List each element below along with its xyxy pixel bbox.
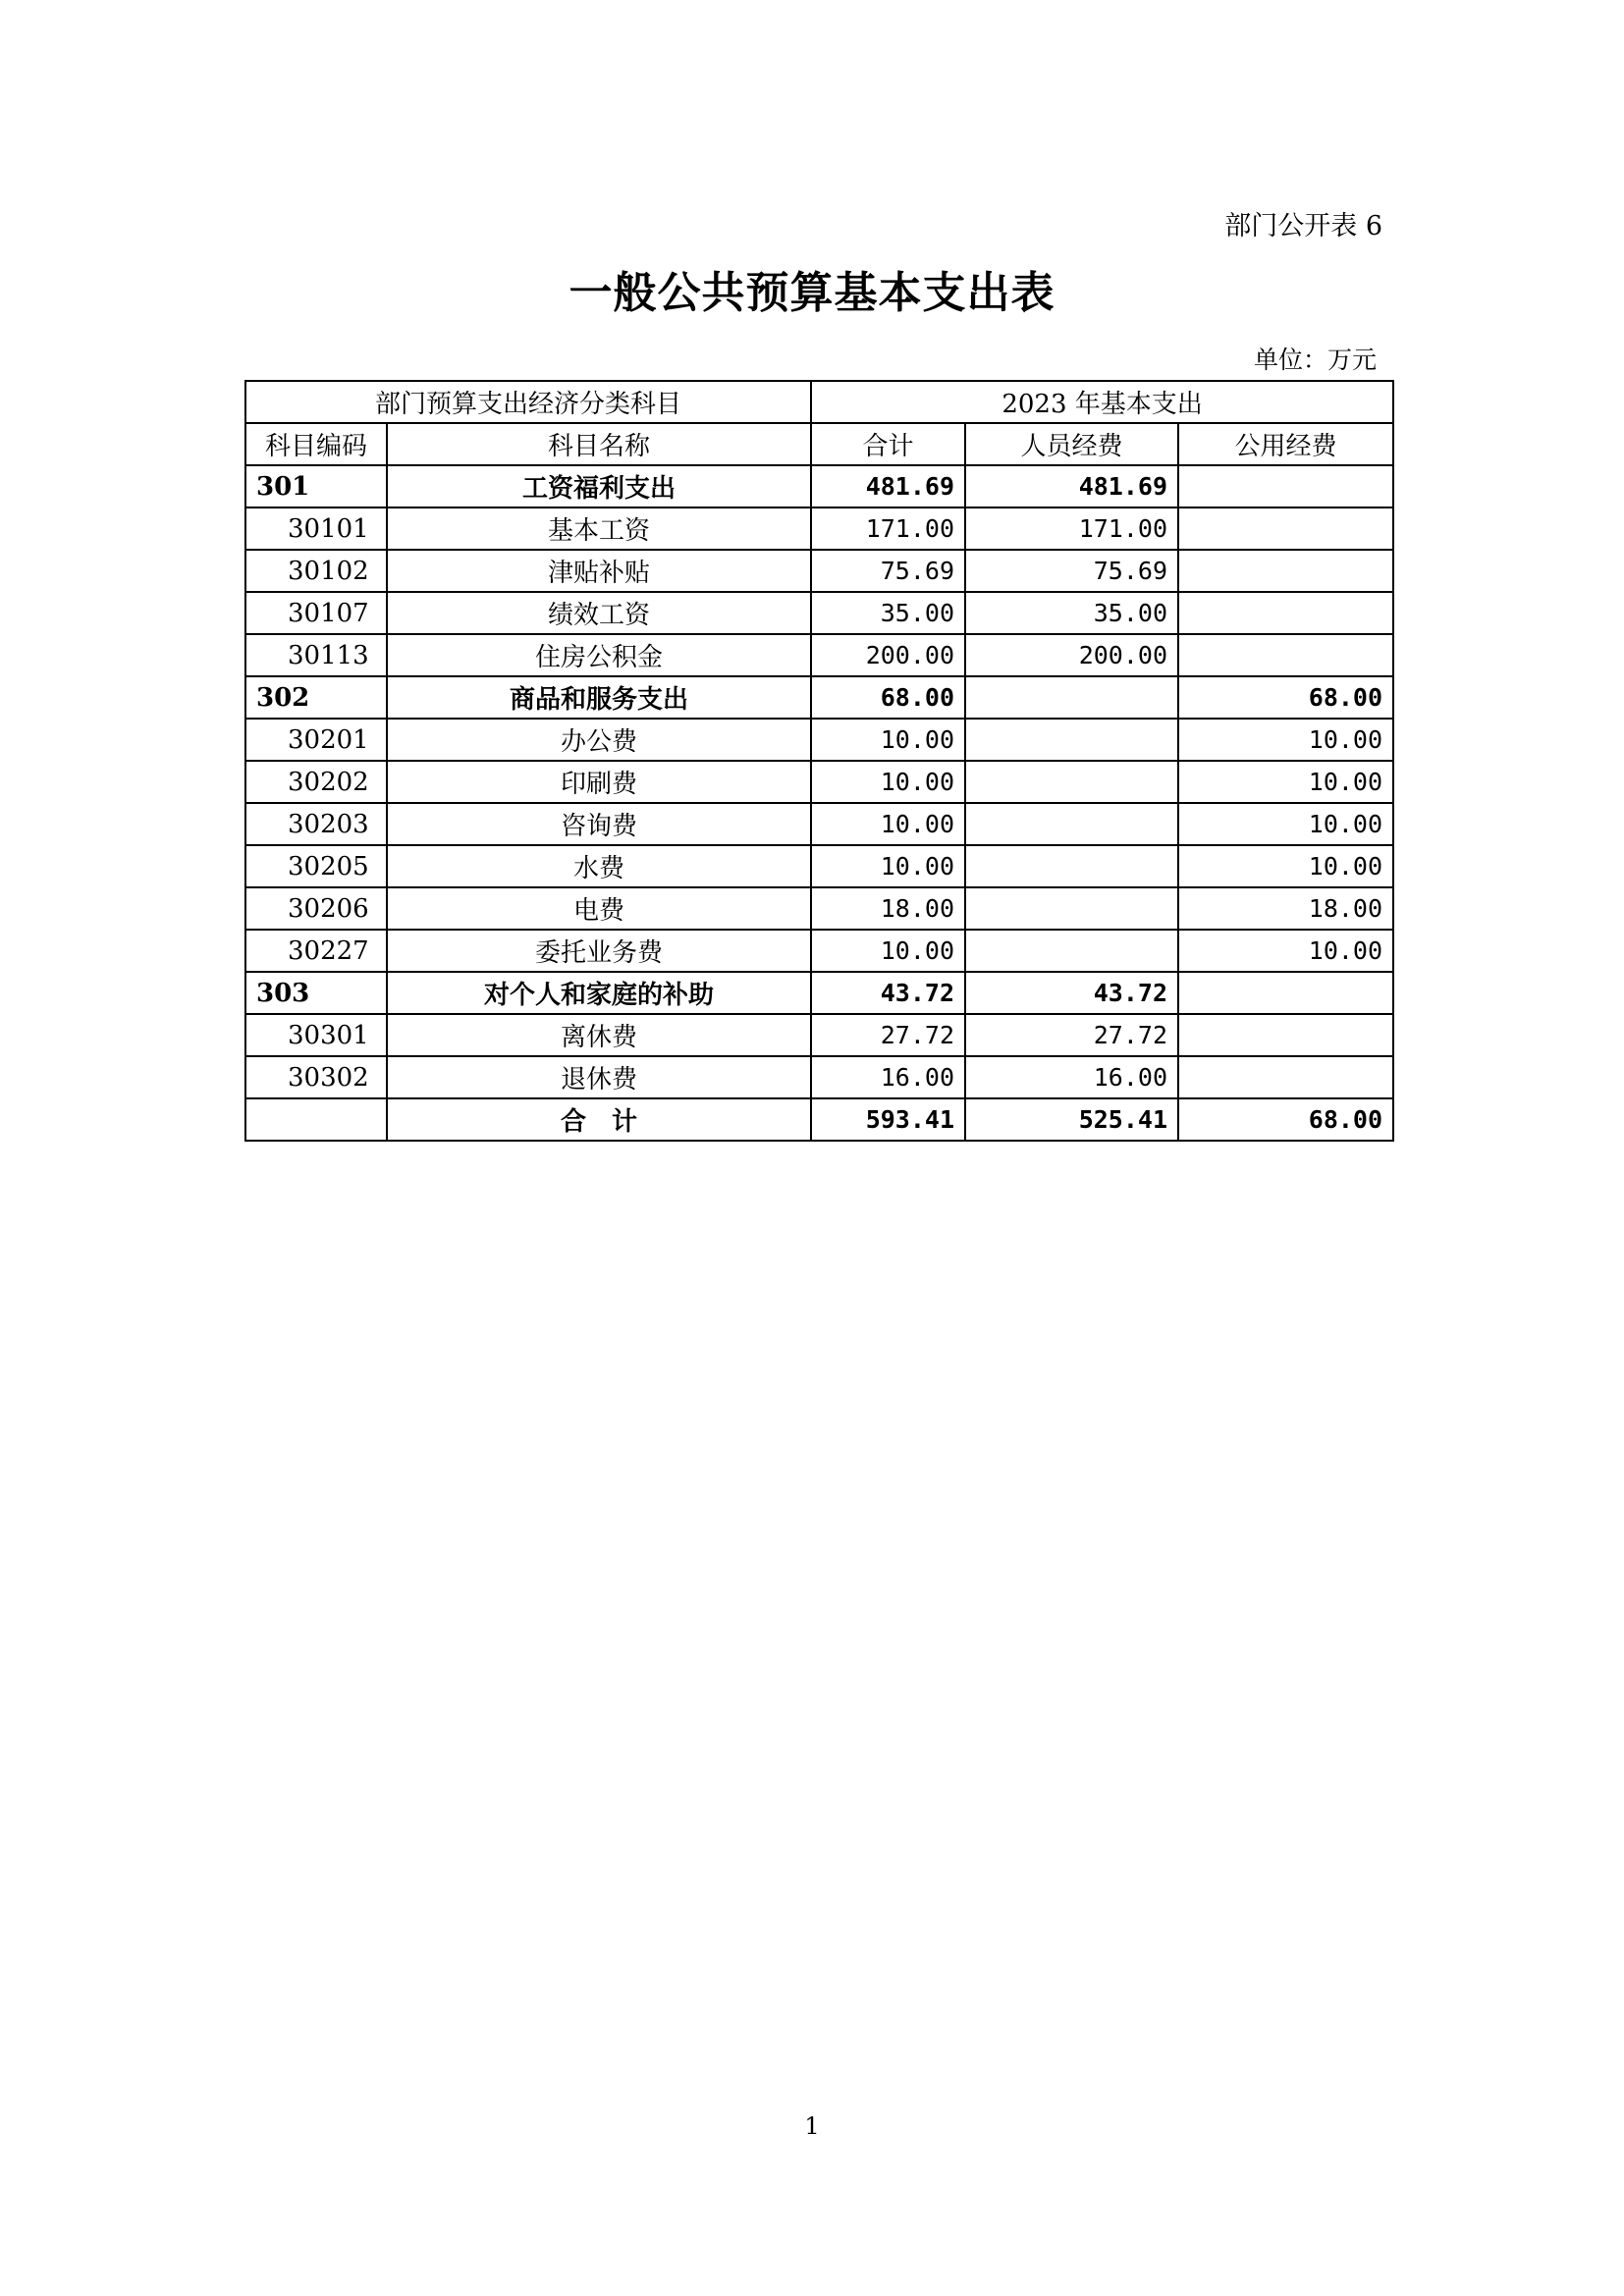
name-cell: 对个人和家庭的补助: [387, 972, 811, 1014]
total-cell: 27.72: [811, 1014, 965, 1056]
name-cell: 退休费: [387, 1056, 811, 1098]
total-cell: 10.00: [811, 803, 965, 845]
group-header-row: [245, 381, 1393, 423]
name-cell: 工资福利支出: [387, 465, 811, 507]
table-row: [245, 803, 1393, 845]
total-cell: 16.00: [811, 1056, 965, 1098]
personnel-cell: 35.00: [965, 592, 1178, 634]
category-row: [245, 676, 1393, 719]
column-header-total: 合计: [811, 423, 965, 465]
name-cell: 住房公积金: [387, 634, 811, 676]
code-cell: 302: [245, 676, 387, 719]
column-header-personnel: 人员经费: [965, 423, 1178, 465]
personnel-cell: [965, 930, 1178, 972]
personnel-cell: [965, 761, 1178, 803]
code-cell: 30107: [245, 592, 387, 634]
public-cell: [1178, 550, 1393, 592]
code-cell: 30113: [245, 634, 387, 676]
public-cell: [1178, 507, 1393, 550]
budget-table: [244, 380, 1394, 1142]
group-header-basic-expenditure: 2023 年基本支出: [811, 381, 1393, 423]
total-row: [245, 1098, 1393, 1141]
name-cell: 绩效工资: [387, 592, 811, 634]
code-cell: 30201: [245, 719, 387, 761]
name-cell: 水费: [387, 845, 811, 887]
table-row: [245, 634, 1393, 676]
total-cell: 10.00: [811, 761, 965, 803]
personnel-cell: [965, 676, 1178, 719]
personnel-cell: 481.69: [965, 465, 1178, 507]
category-row: [245, 465, 1393, 507]
total-cell: 35.00: [811, 592, 965, 634]
public-cell: 18.00: [1178, 887, 1393, 930]
code-cell: 30205: [245, 845, 387, 887]
total-public-cell: 68.00: [1178, 1098, 1393, 1141]
total-personnel-cell: 525.41: [965, 1098, 1178, 1141]
code-cell: 30102: [245, 550, 387, 592]
public-cell: [1178, 1014, 1393, 1056]
code-cell: 30101: [245, 507, 387, 550]
column-header-public: 公用经费: [1178, 423, 1393, 465]
public-cell: [1178, 592, 1393, 634]
public-cell: 10.00: [1178, 803, 1393, 845]
table-row: [245, 761, 1393, 803]
table-row: [245, 845, 1393, 887]
unit-label: 单位：万元: [1253, 346, 1377, 374]
personnel-cell: 16.00: [965, 1056, 1178, 1098]
name-cell: 基本工资: [387, 507, 811, 550]
code-cell: 30227: [245, 930, 387, 972]
total-total-cell: 593.41: [811, 1098, 965, 1141]
total-cell: 481.69: [811, 465, 965, 507]
total-cell: 10.00: [811, 845, 965, 887]
total-cell: 10.00: [811, 930, 965, 972]
name-cell: 离休费: [387, 1014, 811, 1056]
total-label-cell: 合 计: [387, 1098, 811, 1141]
table-row: [245, 930, 1393, 972]
personnel-cell: [965, 845, 1178, 887]
total-code-cell: [245, 1098, 387, 1141]
personnel-cell: 27.72: [965, 1014, 1178, 1056]
column-header-row: [245, 423, 1393, 465]
category-row: [245, 972, 1393, 1014]
public-cell: [1178, 1056, 1393, 1098]
public-cell: [1178, 634, 1393, 676]
table-body: [245, 465, 1393, 1098]
public-cell: 10.00: [1178, 930, 1393, 972]
code-cell: 30302: [245, 1056, 387, 1098]
table-row: [245, 719, 1393, 761]
personnel-cell: [965, 719, 1178, 761]
total-cell: 75.69: [811, 550, 965, 592]
public-cell: 10.00: [1178, 845, 1393, 887]
personnel-cell: 43.72: [965, 972, 1178, 1014]
page-title: 一般公共预算基本支出表: [568, 268, 1056, 318]
table-row: [245, 1056, 1393, 1098]
code-cell: 301: [245, 465, 387, 507]
total-cell: 43.72: [811, 972, 965, 1014]
table-row: [245, 507, 1393, 550]
code-cell: 30301: [245, 1014, 387, 1056]
code-cell: 30206: [245, 887, 387, 930]
table-row: [245, 592, 1393, 634]
personnel-cell: [965, 803, 1178, 845]
public-cell: [1178, 465, 1393, 507]
page-number: 1: [804, 2112, 820, 2140]
name-cell: 商品和服务支出: [387, 676, 811, 719]
total-cell: 200.00: [811, 634, 965, 676]
personnel-cell: [965, 887, 1178, 930]
name-cell: 办公费: [387, 719, 811, 761]
name-cell: 印刷费: [387, 761, 811, 803]
public-cell: 68.00: [1178, 676, 1393, 719]
code-cell: 30203: [245, 803, 387, 845]
public-cell: 10.00: [1178, 719, 1393, 761]
total-cell: 68.00: [811, 676, 965, 719]
name-cell: 咨询费: [387, 803, 811, 845]
name-cell: 津贴补贴: [387, 550, 811, 592]
table-row: [245, 887, 1393, 930]
column-header-code: 科目编码: [245, 423, 387, 465]
total-cell: 171.00: [811, 507, 965, 550]
public-cell: 10.00: [1178, 761, 1393, 803]
form-number-label: 部门公开表 6: [1224, 211, 1382, 241]
code-cell: 303: [245, 972, 387, 1014]
table-row: [245, 1014, 1393, 1056]
total-cell: 10.00: [811, 719, 965, 761]
total-cell: 18.00: [811, 887, 965, 930]
personnel-cell: 200.00: [965, 634, 1178, 676]
group-header-classification: 部门预算支出经济分类科目: [245, 381, 811, 423]
name-cell: 电费: [387, 887, 811, 930]
table-row: [245, 550, 1393, 592]
name-cell: 委托业务费: [387, 930, 811, 972]
column-header-name: 科目名称: [387, 423, 811, 465]
code-cell: 30202: [245, 761, 387, 803]
public-cell: [1178, 972, 1393, 1014]
personnel-cell: 171.00: [965, 507, 1178, 550]
personnel-cell: 75.69: [965, 550, 1178, 592]
